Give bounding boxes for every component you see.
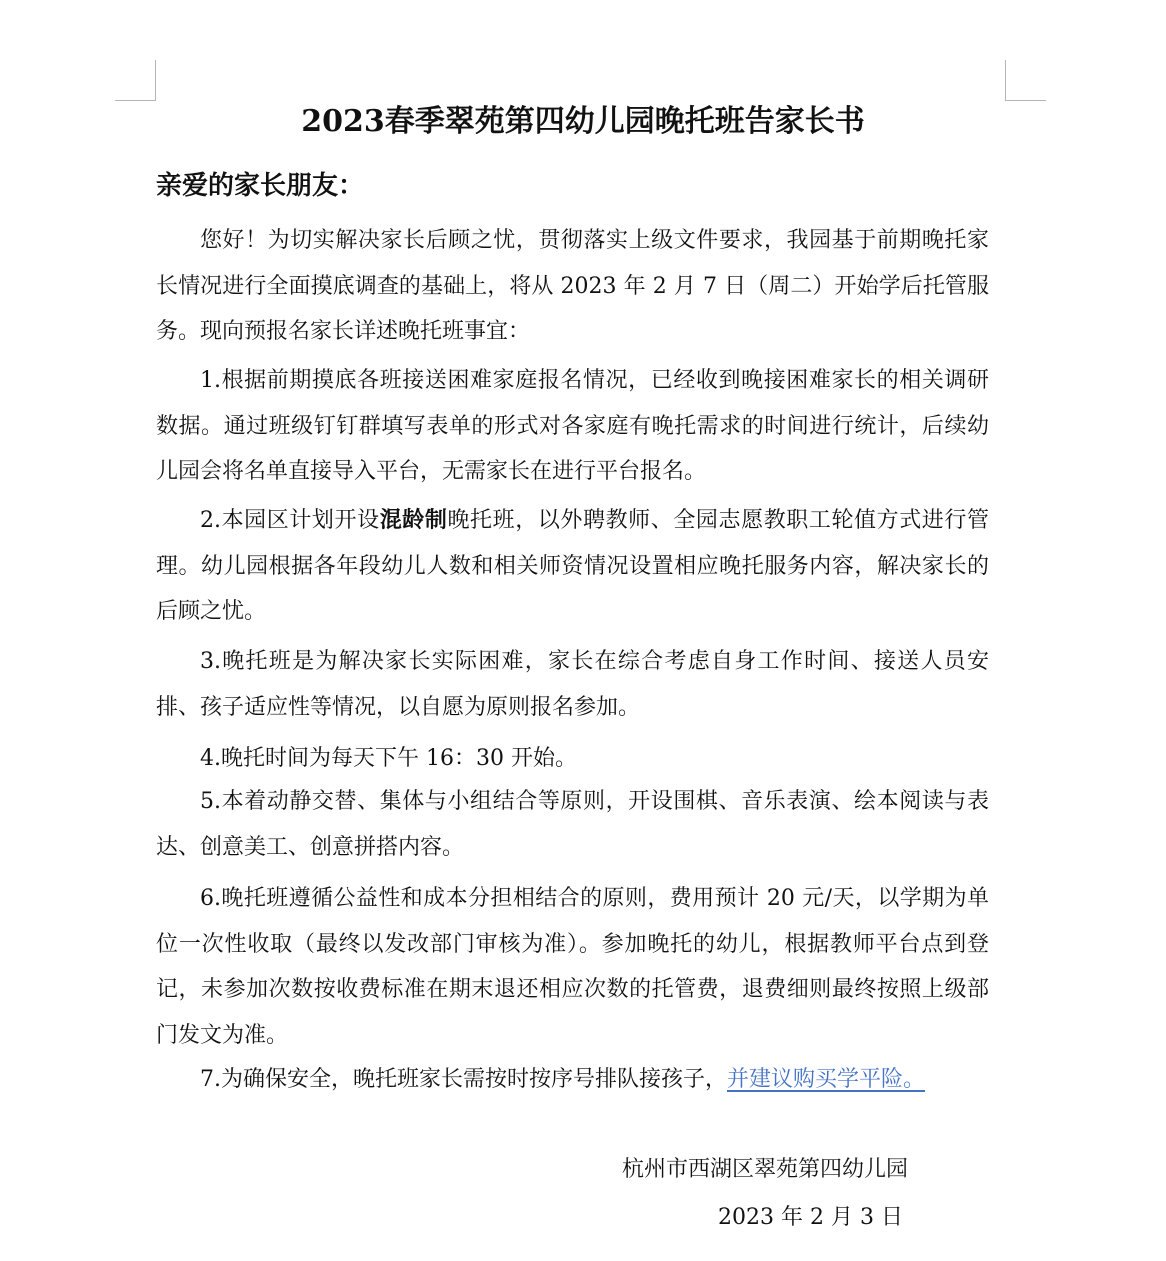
insurance-link[interactable]: 并建议购买学平险。 bbox=[727, 1067, 926, 1092]
item-7-paragraph bbox=[156, 1057, 989, 1103]
item-2-bold-term: 混龄制 bbox=[379, 507, 448, 533]
item-1-paragraph: 1.根据前期摸底各班接送困难家庭报名情况，已经收到晚接困难家长的相关调研数据。通过班级钉钉群填写表单的形式对各家庭有晚托需求的时间进行统计，后续幼儿园会将名单直接导入平台，无需家长在进行平台报名。 bbox=[156, 368, 989, 484]
salutation: 亲爱的家长朋友： bbox=[156, 171, 365, 201]
document-title: 2023春季翠苑第四幼儿园晚托班告家长书 bbox=[301, 104, 865, 139]
item-2-text-start: 2.本园区计划开设 bbox=[200, 508, 380, 533]
item-5-paragraph: 5.本着动静交替、集体与小组结合等原则，开设围棋、音乐表演、绘本阅读与表达、创意美工、创意拼搭内容。 bbox=[156, 789, 989, 860]
item-3-paragraph: 3.晚托班是为解决家长实际困难，家长在综合考虑自身工作时间、接送人员安排、孩子适应性等情况，以自愿为原则报名参加。 bbox=[156, 649, 989, 720]
item-6-paragraph: 6.晚托班遵循公益性和成本分担相结合的原则，费用预计 20 元/天，以学期为单位一次性收取（最终以发改部门审核为准）。参加晚托的幼儿，根据教师平台点到登记，未参加次数按收费标准在期末退还相应次数的托管费，退费细则最终按照上级部门发文为准。 bbox=[156, 886, 989, 1048]
signature-organization: 杭州市西湖区翠苑第四幼儿园 bbox=[622, 1157, 909, 1182]
item-2-text-end: 晚托班，以外聘教师、全园志愿教职工轮值方式进行管理。幼儿园根据各年段幼儿人数和相关师资情况设置相应晚托服务内容，解决家长的后顾之忧。 bbox=[156, 508, 989, 624]
item-7-text: 7.为确保安全，晚托班家长需按时按序号排队接孩子， bbox=[200, 1067, 727, 1092]
signature-date: 2023 年 2 月 3 日 bbox=[718, 1205, 903, 1230]
page-corner-mark-top-left bbox=[115, 60, 156, 101]
item-2-paragraph bbox=[156, 498, 989, 635]
item-4-paragraph: 4.晚托时间为每天下午 16：30 开始。 bbox=[200, 746, 577, 771]
page-corner-mark-top-right bbox=[1005, 60, 1046, 101]
intro-paragraph: 您好！为切实解决家长后顾之忧，贯彻落实上级文件要求，我园基于前期晚托家长情况进行全面摸底调查的基础上，将从 2023 年 2 月 7 日（周二）开始学后托管服务。现向预报名家长详述晚托班事宜： bbox=[156, 228, 989, 344]
